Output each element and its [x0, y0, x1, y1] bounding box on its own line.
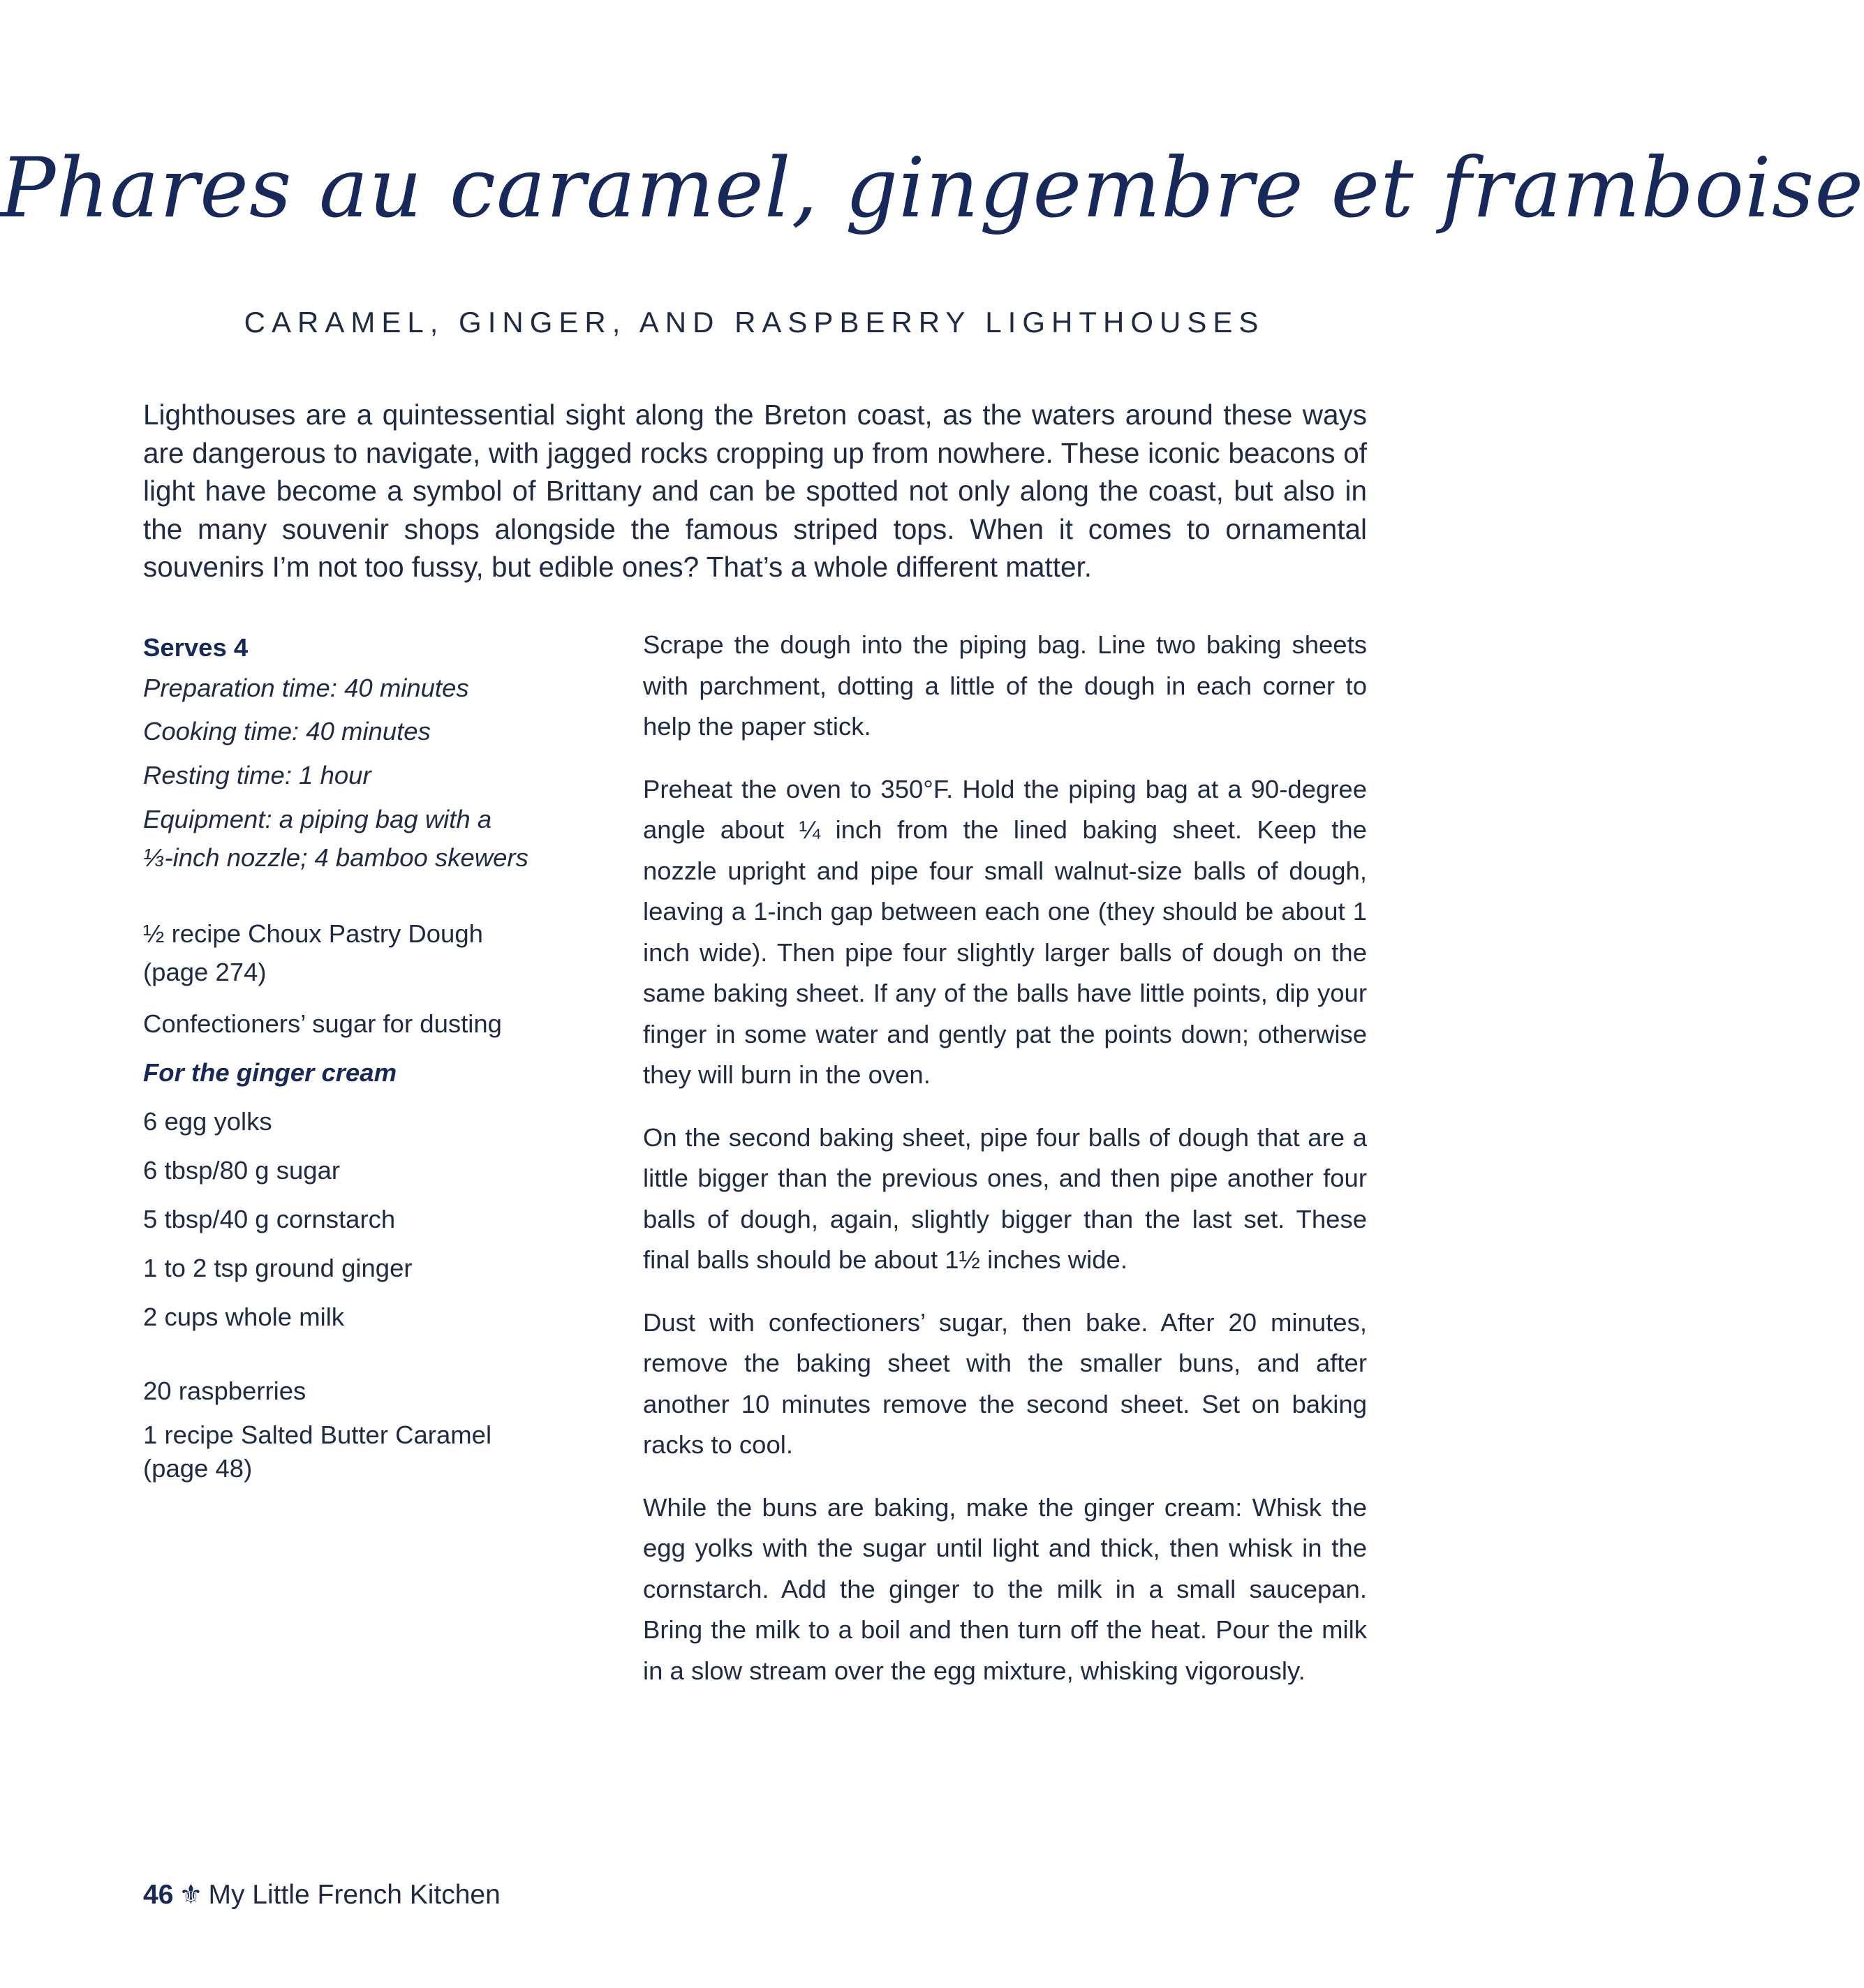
book-title: My Little French Kitchen [208, 1879, 501, 1910]
fleur-de-lis-icon: ⚜ [179, 1881, 203, 1910]
recipe-title: Phares au caramel, gingembre et framboise [0, 140, 1864, 236]
prep-time: Preparation time: 40 minutes [143, 674, 469, 702]
ingredient-raspberries: 20 raspberries [143, 1377, 306, 1405]
intro-text: Lighthouses are a quintessential sight along the Breton coast, as the waters around these ways are dangerous to navigate, with jagged rocks cropping up from nowhere. These iconic beacons of light have become a symbol of Brittany and can be spotted not only along the coast, but also in the many souvenir shops alongside the famous striped tops. When it comes to ornamental souvenirs I’m not too fussy, but edible ones? That’s a whole different matter. [143, 399, 1367, 583]
ingredient-choux-2: (page 274) [143, 958, 267, 986]
ingredient-egg-yolks: 6 egg yolks [143, 1107, 272, 1136]
method-step-1: Scrape the dough into the piping bag. Line two baking sheets with parchment, dotting a little of the dough in each corner to help the paper stick. [643, 630, 1367, 741]
intro-paragraph [143, 396, 1367, 586]
recipe-subtitle: CARAMEL, GINGER, AND RASPBERRY LIGHTHOUSES [244, 306, 1265, 339]
page-number: 46 [143, 1879, 174, 1910]
ingredient-caramel-2: (page 48) [143, 1454, 253, 1483]
ingredient-sugar: Confectioners’ sugar for dusting [143, 1009, 502, 1038]
method-step-2: Preheat the oven to 350°F. Hold the piping bag at a 90-degree angle about ¼ inch from the lined baking sheet. Keep the nozzle upright and pipe four small walnut-size balls of dough, leaving a 1-inch gap between each one (they should be about 1 inch wide). Then pipe four slightly larger balls of dough on the same baking sheet. If any of the balls have little points, dip your finger in some water and gently pat the points down; otherwise they will burn in the oven. [643, 774, 1367, 1089]
cook-time: Cooking time: 40 minutes [143, 717, 431, 746]
page-footer [143, 1879, 501, 1911]
method-column [643, 625, 1367, 1713]
ingredient-cornstarch: 5 tbsp/40 g cornstarch [143, 1205, 396, 1233]
ingredient-caramel-1: 1 recipe Salted Butter Caramel [143, 1420, 492, 1449]
rest-time: Resting time: 1 hour [143, 761, 371, 789]
ingredient-ground-ginger: 1 to 2 tsp ground ginger [143, 1254, 413, 1282]
method-step-4: Dust with confectioners’ sugar, then bake. After 20 minutes, remove the baking sheet with the smaller buns, and after another 10 minutes remove the second sheet. Set on baking racks to cool. [643, 1307, 1367, 1459]
equipment-line-1: Equipment: a piping bag with a [143, 805, 492, 833]
method-step-3: On the second baking sheet, pipe four balls of dough that are a little bigger than the previous ones, and then pipe another four balls of dough, again, slightly bigger than the last set. These final balls should be about 1½ inches wide. [643, 1122, 1367, 1274]
ingredients-column [143, 628, 604, 1483]
ginger-cream-heading: For the ginger cream [143, 1058, 397, 1087]
method-step-5: While the buns are baking, make the ginger cream: Whisk the egg yolks with the sugar until light and thick, then whisk in the cornstarch. Add the ginger to the milk in a small saucepan. Bring the milk to a boil and then turn off the heat. Pour the milk in a slow stream over the egg mixture, whisking vigorously. [643, 1492, 1367, 1685]
ingredient-whole-milk: 2 cups whole milk [143, 1303, 345, 1331]
ingredient-sugar-tbsp: 6 tbsp/80 g sugar [143, 1156, 341, 1185]
ingredient-choux-1: ½ recipe Choux Pastry Dough [143, 919, 483, 948]
equipment-line-2: ⅓-inch nozzle; 4 bamboo skewers [143, 843, 528, 872]
serves-label: Serves 4 [143, 633, 249, 662]
